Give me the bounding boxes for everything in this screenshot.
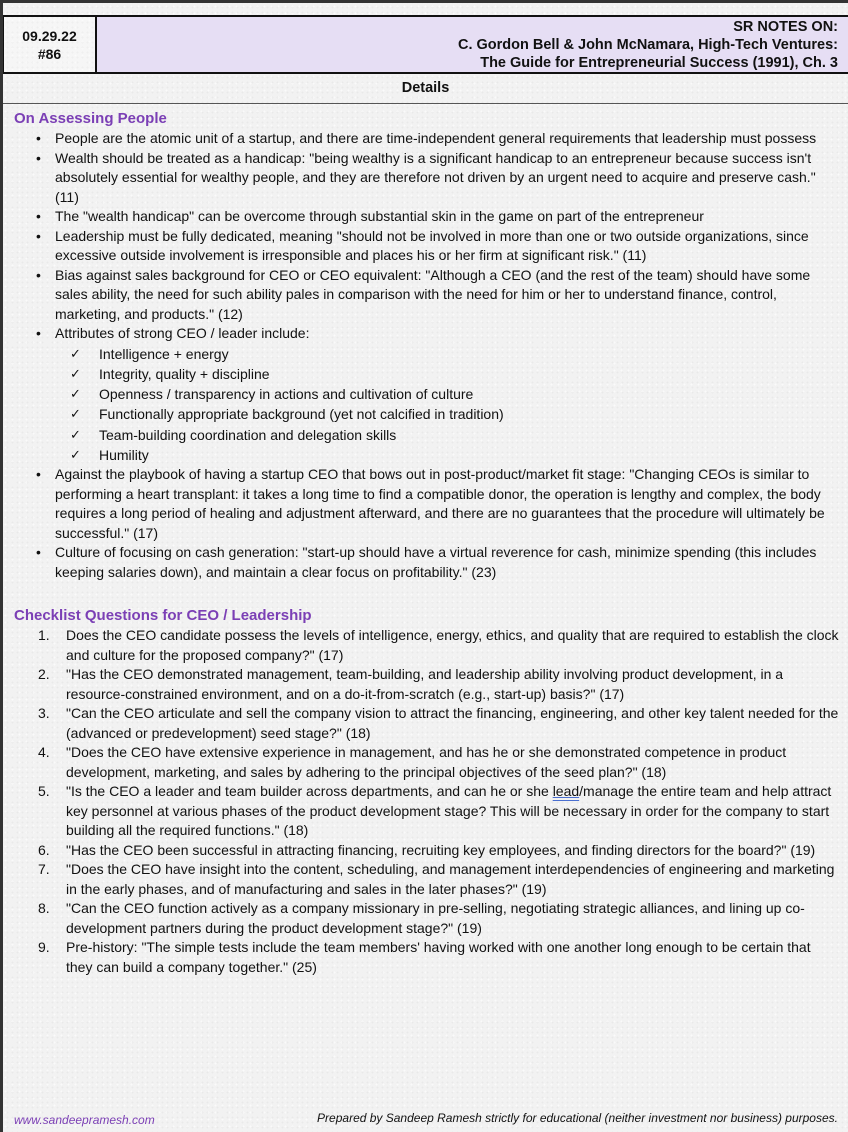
- bullet-icon: •: [36, 208, 41, 224]
- issue-number: #86: [37, 45, 62, 62]
- details-heading: Details: [3, 74, 848, 104]
- attribute-item: ✓ Openness / transparency in actions and cultivation of culture: [14, 384, 840, 404]
- date: 09.29.22: [22, 27, 77, 44]
- checklist-questions: [14, 626, 840, 977]
- title-box: [97, 17, 848, 72]
- attribute-item: ✓ Team-building coordination and delegation skills: [14, 425, 840, 445]
- page-frame-top: [0, 0, 848, 3]
- attribute-item: ✓ Functionally appropriate background (yet not calcified in tradition): [14, 404, 840, 424]
- section-spacer: [14, 582, 840, 605]
- list-item: • Wealth should be treated as a handicap: "being wealthy is a significant handicap to an entrepreneur because success isn't absolutely essential for wealthy people, and they are therefore not driven by an urgent need to acquire and preserve cash." (11): [36, 149, 816, 205]
- bullet-icon: •: [36, 544, 41, 561]
- checkmark-icon: ✓: [70, 386, 81, 402]
- section-title-assessing-people: On Assessing People: [14, 110, 167, 127]
- attribute-item: ✓ Intelligence + energy: [14, 344, 840, 364]
- question-item: 3. "Can the CEO articulate and sell the company vision to attract the financing, engineering, and other key talent needed for the (advanced or predevelopment) seed stage?" (18): [38, 705, 839, 741]
- checkmark-icon: ✓: [70, 406, 81, 422]
- title-line-3: The Guide for Entrepreneurial Success (1991), Ch. 3: [480, 54, 838, 71]
- attribute-item: ✓ Humility: [14, 445, 840, 465]
- question-item: 4. "Does the CEO have extensive experience in management, and has he or she demonstrated competence in product development, marketing, and sales by adhering to the principal objectives of the seed plan?" (18): [38, 744, 787, 780]
- question-item: 9. Pre-history: "The simple tests include the team members' having worked with one another long enough to be certain that they can build a company together." (25): [38, 939, 811, 975]
- bullet-icon: •: [36, 466, 41, 483]
- list-item: • Bias against sales background for CEO or CEO equivalent: "Although a CEO (and the rest of the team) should have some sales ability, the need for such ability pales in comparison with the need for him or her to understand finance, control, marketing, and products." (12): [36, 266, 811, 322]
- list-item: • Culture of focusing on cash generation: "start-up should have a virtual reverence for cash, minimize spending (this includes keeping salaries down), and maintain a clear focus on profitability." (23): [36, 544, 817, 580]
- spellcheck-underlined-word: lead: [552, 783, 580, 800]
- question-item: 6. "Has the CEO been successful in attracting financing, recruiting key employees, and finding directors for the board?" (19): [38, 841, 816, 858]
- header: [3, 15, 848, 74]
- list-item: • Leadership must be fully dedicated, meaning "should not be involved in more than one or two outside organizations, since excessive outside involvement is irresponsible and places his or her firm at significant risk." (11): [36, 227, 809, 263]
- checkmark-icon: ✓: [70, 345, 81, 361]
- bullet-icon: •: [36, 325, 41, 341]
- title-line-1: SR NOTES ON:: [733, 18, 838, 35]
- ceo-attributes-list: [14, 344, 840, 466]
- question-item: 2. "Has the CEO demonstrated management, team-building, and leadership ability involving product development, in a resource-constrained environment, and on a do-it-from-scratch (e.g., start-up) basis?" (17): [38, 666, 784, 702]
- checkmark-icon: ✓: [70, 365, 81, 381]
- assessing-people-list: [14, 129, 840, 344]
- bullet-icon: •: [36, 149, 41, 166]
- checkmark-icon: ✓: [70, 426, 81, 442]
- question-item: 7. "Does the CEO have insight into the content, scheduling, and management interdependencies of engineering and marketing in the early phases, and of manufacturing and sales in the later phases?" (19): [38, 861, 835, 897]
- list-item: • People are the atomic unit of a startup, and there are time-independent general requirements that leadership must possess: [14, 129, 840, 149]
- bullet-icon: •: [36, 266, 41, 283]
- page-frame-left: [0, 0, 3, 1132]
- main-content: [14, 108, 840, 977]
- assessing-people-list-continued: [14, 465, 840, 582]
- checkmark-icon: ✓: [70, 446, 81, 462]
- bullet-icon: •: [36, 130, 41, 146]
- list-item: • The "wealth handicap" can be overcome through substantial skin in the game on part of the entrepreneur: [14, 207, 840, 227]
- disclaimer: Prepared by Sandeep Ramesh strictly for educational (neither investment nor business) purposes.: [317, 1111, 838, 1125]
- list-item: • Against the playbook of having a startup CEO that bows out in post-product/market fit stage: "Changing CEOs is similar to performing a heart transplant: it takes a long time to find a compatible donor, the operation is lengthy and complex, the body requires a long period of healing and adjustment afterward, and there are no guarantees that the procedure will ultimately be successful." (17): [36, 466, 825, 541]
- question-item: 8. "Can the CEO function actively as a company missionary in pre-selling, negotiating strategic alliances, and lining up co-development partners during the product development stage?" (19): [38, 900, 805, 936]
- question-item: 1. Does the CEO candidate possess the levels of intelligence, energy, ethics, and quality that are required to establish the clock and culture for the proposed company?" (17): [38, 627, 839, 663]
- bullet-icon: •: [36, 227, 41, 244]
- website-link[interactable]: www.sandeepramesh.com: [14, 1113, 155, 1127]
- date-box: [3, 17, 97, 72]
- list-item: • Attributes of strong CEO / leader include:: [14, 324, 840, 344]
- question-item: 5. "Is the CEO a leader and team builder across departments, and can he or she lead/manage the entire team and help attract key personnel at various phases of the product development stage? This will be necessary in order for the company to start building all the required functions." (18): [38, 783, 832, 839]
- attribute-item: ✓ Integrity, quality + discipline: [14, 364, 840, 384]
- section-title-checklist: Checklist Questions for CEO / Leadership: [14, 607, 312, 625]
- title-line-2: C. Gordon Bell & John McNamara, High-Tech Ventures:: [457, 36, 838, 53]
